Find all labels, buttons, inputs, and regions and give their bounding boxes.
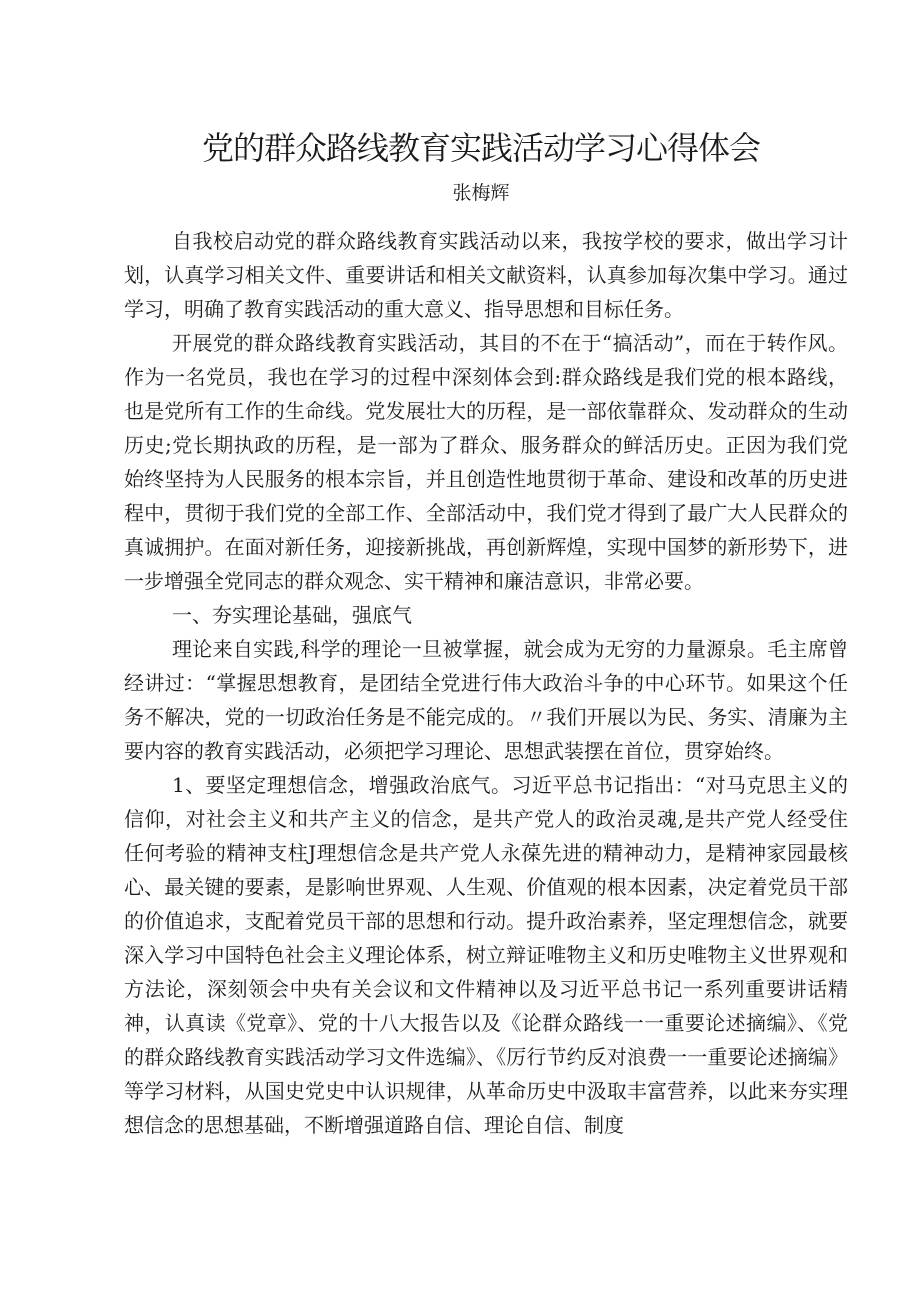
document-title: 党的群众路线教育实践活动学习心得体会 [201, 129, 760, 167]
paragraph-ideals: 1、要坚定理想信念，增强政治底气。习近平总书记指出：“对马克思主义的信仰，对社会主义和共产主义的信念，是共产党人的政治灵魂,是共产党人经受住任何考验的精神支柱J理想信念是共产党人永葆先进的精神动力，是精神家园最核心、最关键的要素，是影响世界观、人生观、价值观的根本因素，决定着党员干部的价值追求，支配着党员干部的思想和行动。提升政治素养，坚定理想信念，就要深入学习中国特色社会主义理论体系，树立辩证唯物主义和历史唯物主义世界观和方法论，深刻领会中央有关会议和文件精神以及习近平总书记一系列重要讲话精神，认真读《党章》、党的十八大报告以及《论群众路线一一重要论述摘编》、《党的群众路线教育实践活动学习文件选编》、《厉行节约反对浪费一一重要论述摘编》等学习材料，从国史党史中认识规律，从革命历史中汲取丰富营养，以此来夯实理想信念的思想基础，不断增强道路自信、理论自信、制度 [124, 773, 848, 1137]
document-author: 张梅辉 [452, 182, 510, 204]
paragraph-intro: 自我校启动党的群众路线教育实践活动以来，我按学校的要求，做出学习计划，认真学习相关文件、重要讲话和相关文献资料，认真参加每次集中学习。通过学习，明确了教育实践活动的重大意义、指导思想和目标任务。 [124, 229, 848, 321]
paragraph-theory: 理论来自实践,科学的理论一旦被掌握，就会成为无穷的力量源泉。毛主席曾经讲过：“掌握思想教育，是团结全党进行伟大政治斗争的中心环节。如果这个任务不解决，党的一切政治任务是不能完成的。〃我们开展以为民、务实、清廉为主要内容的教育实践活动，必须把学习理论、思想武装摆在首位，贯穿始终。 [124, 637, 848, 763]
paragraph-purpose: 开展党的群众路线教育实践活动，其目的不在于“搞活动”，而在于转作风。作为一名党员，我也在学习的过程中深刻体会到:群众路线是我们党的根本路线，也是党所有工作的生命线。党发展壮大的历程，是一部依靠群众、发动群众的生动历史;党长期执政的历程，是一部为了群众、服务群众的鲜活历史。正因为我们党始终坚持为人民服务的根本宗旨，并且创造性地贯彻于革命、建设和改革的历史进程中，贯彻于我们党的全部工作、全部活动中，我们党才得到了最广大人民群众的真诚拥护。在面对新任务，迎接新挑战，再创新辉煌，实现中国梦的新形势下，进一步增强全党同志的群众观念、实干精神和廉洁意识，非常必要。 [124, 331, 848, 593]
document-body [124, 224, 848, 1142]
section-heading-theory: 一、夯实理论基础，强底气 [172, 603, 412, 627]
